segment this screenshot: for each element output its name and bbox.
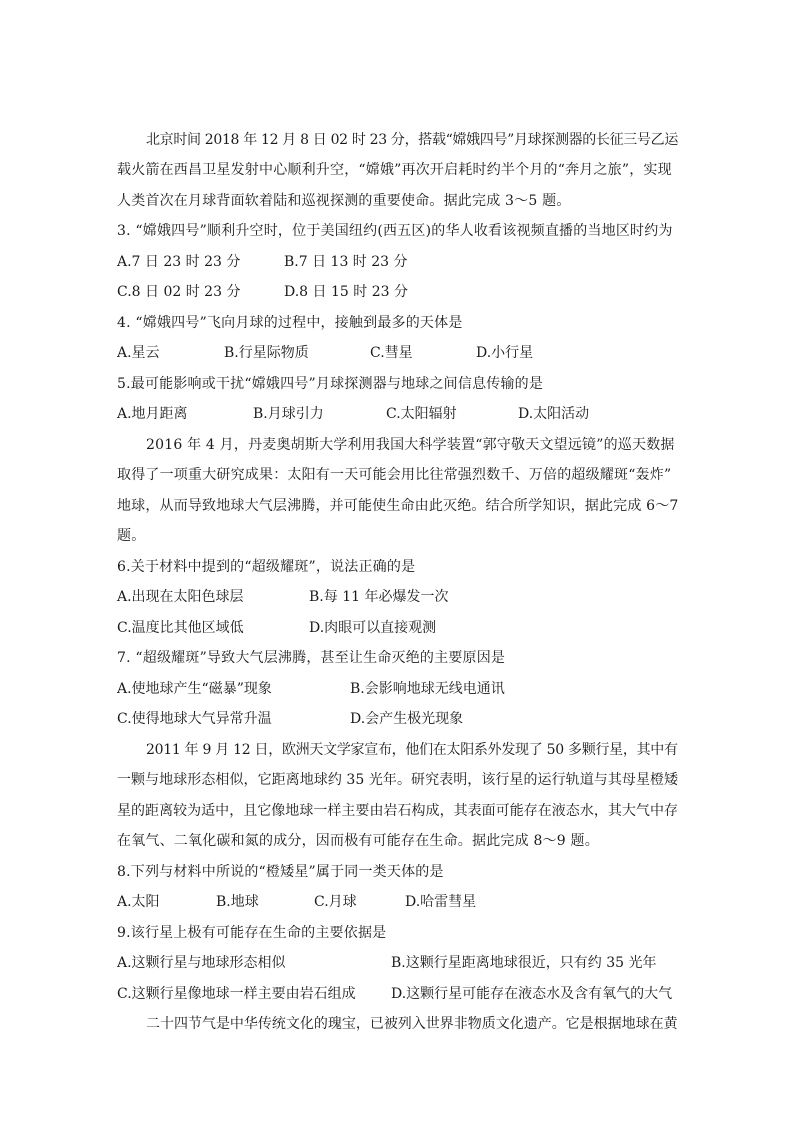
question-5-stem: 5.最可能影响或干扰“嫦娥四号”月球探测器与地球之间信息传输的是 <box>117 376 544 392</box>
question-9-stem: 9.该行星上极有可能存在生命的主要依据是 <box>117 925 387 941</box>
question-7-option-d: D.会产生极光现象 <box>350 711 464 727</box>
question-4-stem: 4. “嫦娥四号”飞向月球的过程中，接触到最多的天体是 <box>117 315 463 331</box>
question-8-stem: 8.下列与材料中所说的“橙矮星”属于同一类天体的是 <box>117 864 444 880</box>
passage-2-line-1: 2016 年 4 月，丹麦奥胡斯大学利用我国大科学装置“郭守敬天文望远镜”的巡天数据 <box>146 437 675 453</box>
question-3-option-d: D.8 日 15 时 23 分 <box>284 284 408 300</box>
question-7-option-b: B.会影响地球无线电通讯 <box>350 681 505 697</box>
passage-2-line-2: 取得了一项重大研究成果：太阳有一天可能会用比往常强烈数千、万倍的超级耀斑“轰炸” <box>117 467 672 483</box>
question-4-option-c: C.彗星 <box>370 345 413 361</box>
question-4-option-b: B.行星际物质 <box>224 345 309 361</box>
question-7-option-c: C.使得地球大气异常升温 <box>117 711 272 727</box>
passage-1-line-1: 北京时间 2018 年 12 月 8 日 02 时 23 分，搭载“嫦娥四号”月球探测器的长征三号乙运 <box>146 132 678 148</box>
question-6-option-c: C.温度比其他区域低 <box>117 620 244 636</box>
question-3-option-c: C.8 日 02 时 23 分 <box>117 284 241 300</box>
question-7-option-a: A.使地球产生“磁暴”现象 <box>117 681 272 697</box>
question-8-option-a: A.太阳 <box>117 894 160 910</box>
question-5-option-d: D.太阳活动 <box>518 406 590 422</box>
question-6-option-d: D.肉眼可以直接观测 <box>309 620 437 636</box>
question-3-option-b: B.7 日 13 时 23 分 <box>284 254 408 270</box>
question-8-option-b: B.地球 <box>216 894 259 910</box>
question-8-option-d: D.哈雷彗星 <box>405 894 477 910</box>
passage-3-line-3: 星的距离较为适中，且它像地球一样主要由岩石构成，其表面可能存在液态水，其大气中存 <box>117 803 678 819</box>
question-4-option-a: A.星云 <box>117 345 160 361</box>
question-5-option-a: A.地月距离 <box>117 406 188 422</box>
question-4-option-d: D.小行星 <box>476 345 534 361</box>
question-9-option-c: C.这颗行星像地球一样主要由岩石组成 <box>117 986 356 1002</box>
question-9-option-a: A.这颗行星与地球形态相似 <box>117 955 286 971</box>
question-6-option-b: B.每 11 年必爆发一次 <box>309 589 449 605</box>
question-5-option-c: C.太阳辐射 <box>386 406 457 422</box>
passage-3-line-2: 一颗与地球形态相似，它距离地球约 35 光年。研究表明，该行星的运行轨道与其母星橙矮 <box>117 772 679 788</box>
question-7-stem: 7. “超级耀斑”导致大气层沸腾，甚至让生命灭绝的主要原因是 <box>117 650 506 666</box>
question-3-stem: 3. “嫦娥四号”顺利升空时，位于美国纽约(西五区)的华人收看该视频直播的当地区时约为 <box>117 223 673 239</box>
passage-4-line-1: 二十四节气是中华传统文化的瑰宝，已被列入世界非物质文化遗产。它是根据地球在黄 <box>146 1016 678 1032</box>
passage-1-line-2: 载火箭在西昌卫星发射中心顺利升空，“嫦娥”再次开启耗时约半个月的“奔月之旅”，实现 <box>117 162 672 178</box>
question-9-option-d: D.这颗行星可能存在液态水及含有氧气的大气 <box>391 986 673 1002</box>
passage-2-line-4: 题。 <box>117 528 146 544</box>
question-6-stem: 6.关于材料中提到的“超级耀斑”，说法正确的是 <box>117 559 416 575</box>
question-3-option-a: A.7 日 23 时 23 分 <box>117 254 241 270</box>
passage-1-line-3: 人类首次在月球背面软着陆和巡视探测的重要使命。据此完成 3～5 题。 <box>117 193 571 209</box>
passage-3-line-4: 在氧气、二氧化碳和氮的成分，因而极有可能存在生命。据此完成 8～9 题。 <box>117 833 599 849</box>
question-5-option-b: B.月球引力 <box>253 406 324 422</box>
passage-3-line-1: 2011 年 9 月 12 日，欧洲天文学家宣布，他们在太阳系外发现了 50 多颗行星，其中有 <box>146 742 678 758</box>
question-9-option-b: B.这颗行星距离地球很近，只有约 35 光年 <box>391 955 657 971</box>
question-6-option-a: A.出现在太阳色球层 <box>117 589 244 605</box>
passage-2-line-3: 地球，从而导致地球大气层沸腾，并可能使生命由此灭绝。结合所学知识，据此完成 6～7 <box>117 498 679 514</box>
question-8-option-c: C.月球 <box>314 894 357 910</box>
